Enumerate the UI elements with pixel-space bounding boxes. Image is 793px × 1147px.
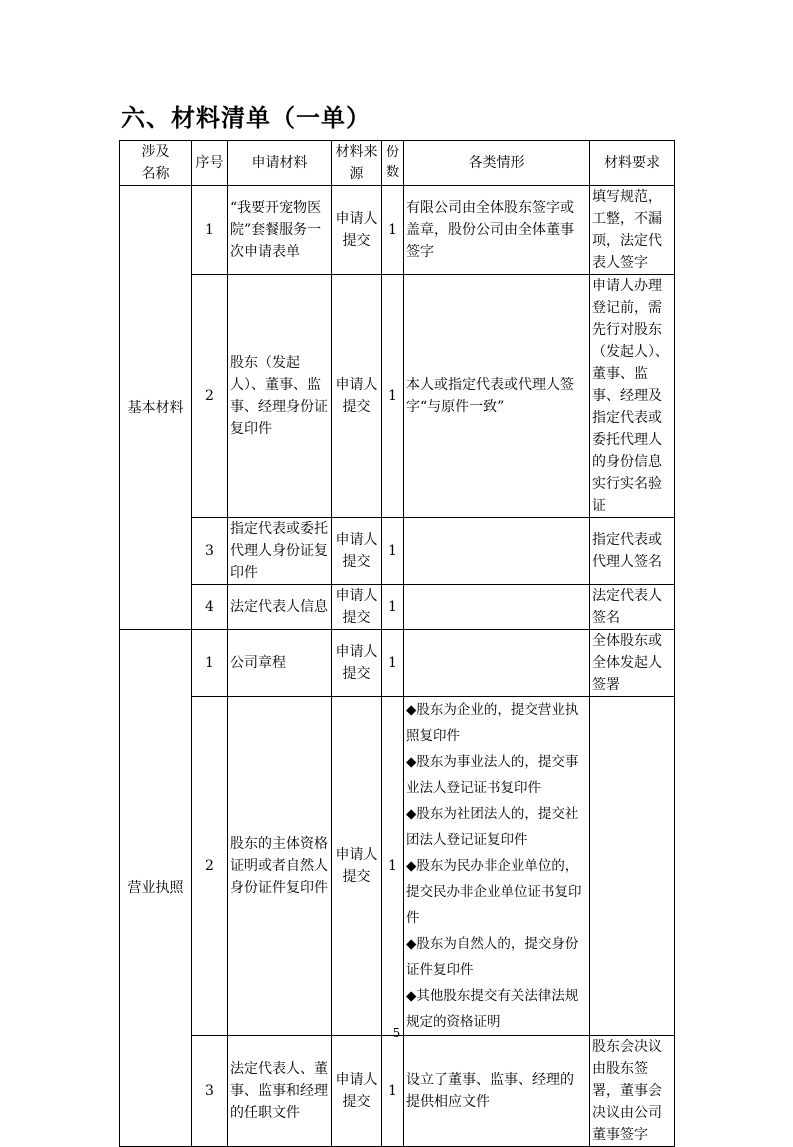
row-requirement: 股东会决议由股东签署，董事会决议由公司董事签字 [590,1036,675,1147]
row-requirement: 全体股东或全体发起人签署 [590,630,675,697]
row-copies: 1 [382,275,404,518]
page-number: 5 [392,1026,401,1040]
row-situation: 设立了董事、监事、经理的提供相应文件 [404,1036,590,1147]
row-situation [404,585,590,630]
list-item: ◆股东为社团法人的，提交社团法人登记证复印件 [406,806,579,848]
row-copies: 1 [382,518,404,585]
row-source: 申请人 提交 [332,585,382,630]
row-source: 申请人 提交 [332,518,382,585]
row-situation [404,518,590,585]
row-material: 股东的主体资格证明或者自然人身份证件复印件 [228,697,332,1036]
row-source: 申请人 提交 [332,186,382,275]
row-requirement: 法定代表人签名 [590,585,675,630]
list-item: ◆股东为民办非企业单位的，提交民办非企业单位证书复印件 [406,858,582,926]
header-requirements: 材料要求 [590,141,675,186]
row-situation: 有限公司由全体股东签字或盖章，股份公司由全体董事签字 [404,186,590,275]
header-situations: 各类情形 [404,141,590,186]
list-item: ◆股东为企业的，提交营业执照复印件 [406,702,579,744]
row-material: 股东（发起人）、董事、监事、经理身份证复印件 [228,275,332,518]
list-item: ◆股东为自然人的，提交身份证件复印件 [406,936,579,978]
row-seq: 2 [192,275,228,518]
row-copies: 1 [382,630,404,697]
table-row [120,585,675,630]
header-material: 申请材料 [228,141,332,186]
table-row [120,697,675,1036]
row-source: 申请人 提交 [332,697,382,1036]
row-situation: 本人或指定代表或代理人签字“与原件一致” [404,275,590,518]
table-row [120,518,675,585]
group-business-license: 营业执照 [120,630,192,1147]
header-category: 涉及 名称 [120,141,192,186]
materials-table [119,140,675,1147]
row-material: 法定代表人信息 [228,585,332,630]
row-requirement: 指定代表或代理人签名 [590,518,675,585]
row-copies: 1 [382,1036,404,1147]
row-material: 公司章程 [228,630,332,697]
header-seq: 序号 [192,141,228,186]
header-copies: 份 数 [382,141,404,186]
row-copies: 1 [382,186,404,275]
header-source: 材料来 源 [332,141,382,186]
row-seq: 2 [192,697,228,1036]
row-seq: 3 [192,1036,228,1147]
row-situation-list [404,697,590,1036]
section-title: 六、材料清单（一单） [121,104,371,132]
row-material: 指定代表或委托代理人身份证复印件 [228,518,332,585]
row-copies: 1 [382,585,404,630]
row-requirement: 填写规范，工整，不漏项，法定代表人签字 [590,186,675,275]
row-material: “我要开宠物医院”套餐服务一次申请表单 [228,186,332,275]
table-header-row [120,141,675,186]
table-row [120,275,675,518]
group-basic-materials: 基本材料 [120,186,192,630]
table-row [120,630,675,697]
row-seq: 4 [192,585,228,630]
row-seq: 1 [192,630,228,697]
row-seq: 3 [192,518,228,585]
table-row [120,1036,675,1147]
row-situation [404,630,590,697]
table-row [120,186,675,275]
row-material: 法定代表人、董事、监事和经理的任职文件 [228,1036,332,1147]
row-copies: 1 [382,697,404,1036]
row-source: 申请人 提交 [332,1036,382,1147]
list-item: ◆股东为事业法人的，提交事业法人登记证书复印件 [406,754,579,796]
list-item: ◆其他股东提交有关法律法规规定的资格证明 [406,988,579,1030]
row-requirement: 申请人办理登记前，需先行对股东（发起人）、董事、监事、经理及指定代表或委托代理人的身份信息实行实名验证 [590,275,675,518]
row-requirement [590,697,675,1036]
row-source: 申请人 提交 [332,275,382,518]
row-source: 申请人 提交 [332,630,382,697]
row-seq: 1 [192,186,228,275]
